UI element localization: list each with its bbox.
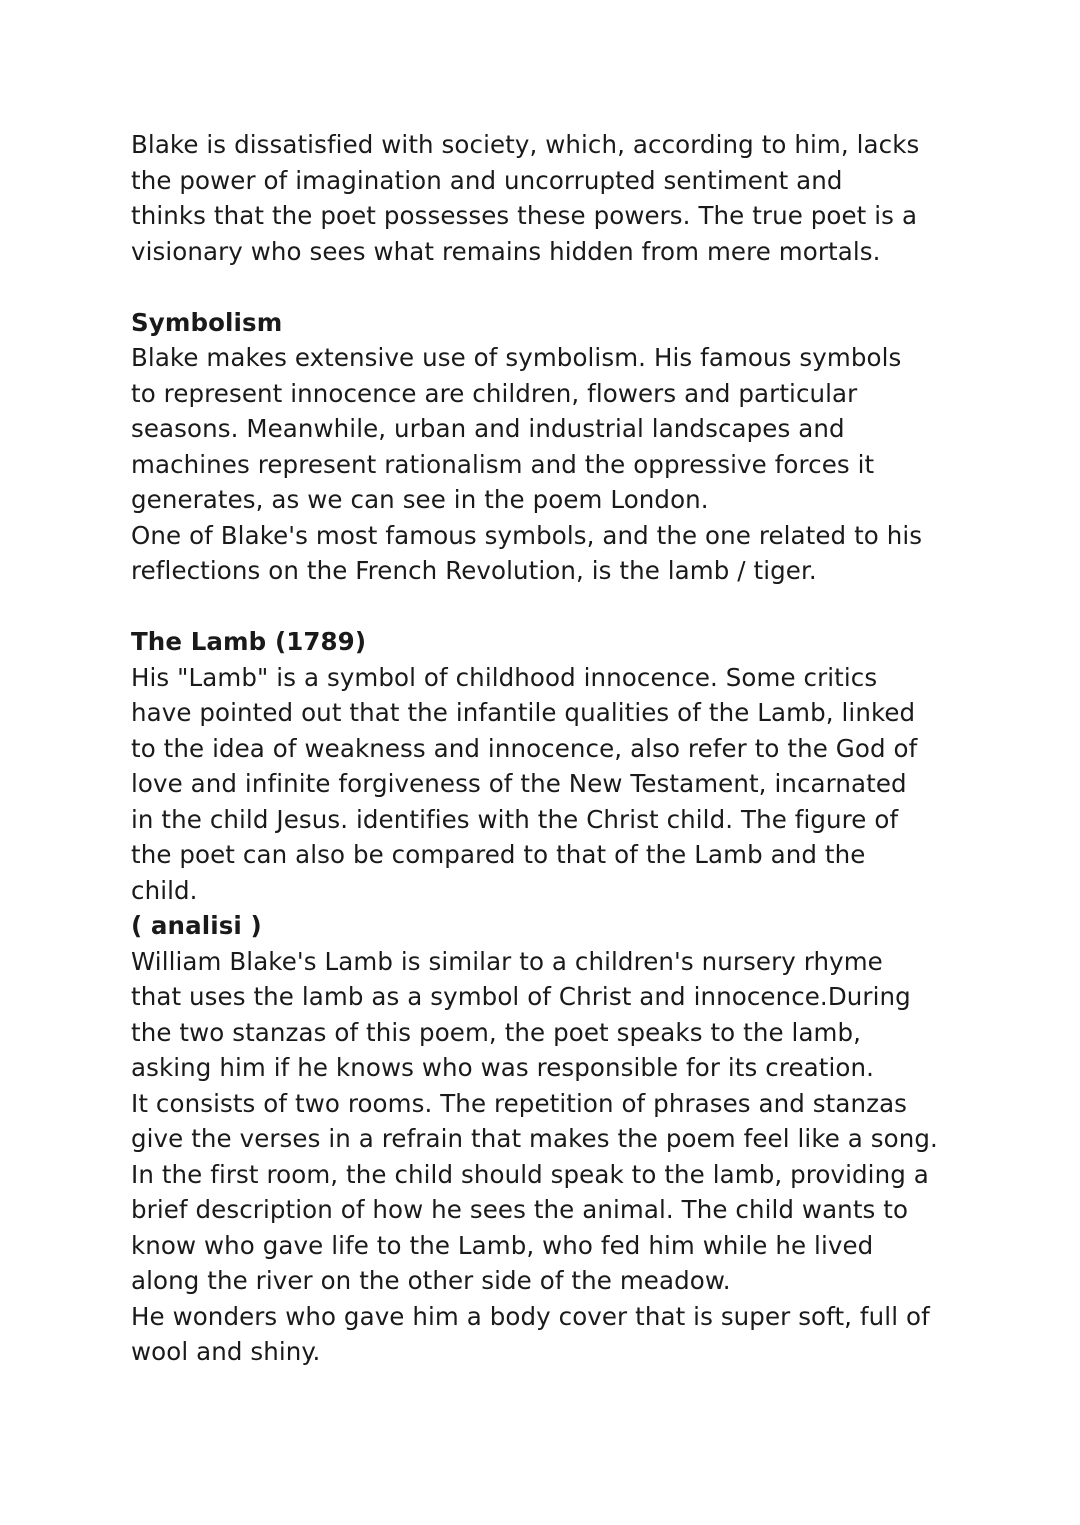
symbolism-section [131, 305, 961, 589]
paragraph-line: to the idea of weakness and innocence, also refer to the God of [131, 733, 918, 763]
paragraph-line: asking him if he knows who was responsible for its creation. [131, 1053, 874, 1082]
lamb-section [131, 624, 961, 908]
paragraph-spacer [131, 269, 961, 305]
paragraph-line: know who gave life to the Lamb, who fed him while he lived [131, 1230, 874, 1260]
section-heading-symbolism: Symbolism [131, 307, 283, 337]
paragraph-line: have pointed out that the infantile qualities of the Lamb, linked [131, 698, 916, 727]
paragraph-line: thinks that the poet possesses these powers. The true poet is a [131, 201, 918, 230]
paragraph-line: One of Blake's most famous symbols, and the one related to his [131, 520, 923, 550]
paragraph-line: the power of imagination and uncorrupted sentiment and [131, 165, 843, 195]
paragraph-line: He wonders who gave him a body cover that is super soft, full of [131, 1301, 930, 1331]
section-heading-the-lamb: The Lamb (1789) [131, 627, 367, 656]
paragraph-line: along the river on the other side of the meadow. [131, 1266, 731, 1295]
paragraph-line: Blake is dissatisfied with society, which, according to him, lacks [131, 130, 920, 159]
analisi-section [131, 908, 961, 1370]
paragraph-line: brief description of how he sees the animal. The child wants to [131, 1195, 909, 1224]
paragraph-line: wool and shiny. [131, 1337, 321, 1366]
paragraph-line: in the child Jesus. identifies with the Christ child. The figure of [131, 804, 899, 834]
document-page [131, 127, 961, 1370]
paragraph-line: the two stanzas of this poem, the poet speaks to the lamb, [131, 1017, 862, 1047]
paragraph-line: Blake makes extensive use of symbolism. His famous symbols [131, 343, 902, 372]
paragraph-line: seasons. Meanwhile, urban and industrial landscapes and [131, 414, 845, 443]
intro-paragraph [131, 127, 961, 269]
paragraph-line: love and infinite forgiveness of the New Testament, incarnated [131, 769, 907, 798]
paragraph-line: child. [131, 875, 198, 905]
paragraph-line: generates, as we can see in the poem London. [131, 485, 709, 514]
paragraph-line: William Blake's Lamb is similar to a children's nursery rhyme [131, 946, 883, 976]
paragraph-line: to represent innocence are children, flowers and particular [131, 378, 858, 408]
paragraph-line: give the verses in a refrain that makes the poem feel like a song. [131, 1124, 938, 1153]
paragraph-line: In the first room, the child should speak to the lamb, providing a [131, 1159, 929, 1189]
paragraph-line: the poet can also be compared to that of the Lamb and the [131, 840, 866, 869]
paragraph-line: It consists of two rooms. The repetition of phrases and stanzas [131, 1088, 908, 1118]
paragraph-line: that uses the lamb as a symbol of Christ and innocence.During [131, 982, 911, 1011]
section-heading-analisi: ( analisi ) [131, 911, 262, 940]
paragraph-line: machines represent rationalism and the oppressive forces it [131, 449, 875, 479]
paragraph-line: His "Lamb" is a symbol of childhood innocence. Some critics [131, 662, 878, 692]
paragraph-line: reflections on the French Revolution, is the lamb / tiger. [131, 556, 817, 585]
paragraph-spacer [131, 589, 961, 625]
paragraph-line: visionary who sees what remains hidden from mere mortals. [131, 236, 881, 266]
